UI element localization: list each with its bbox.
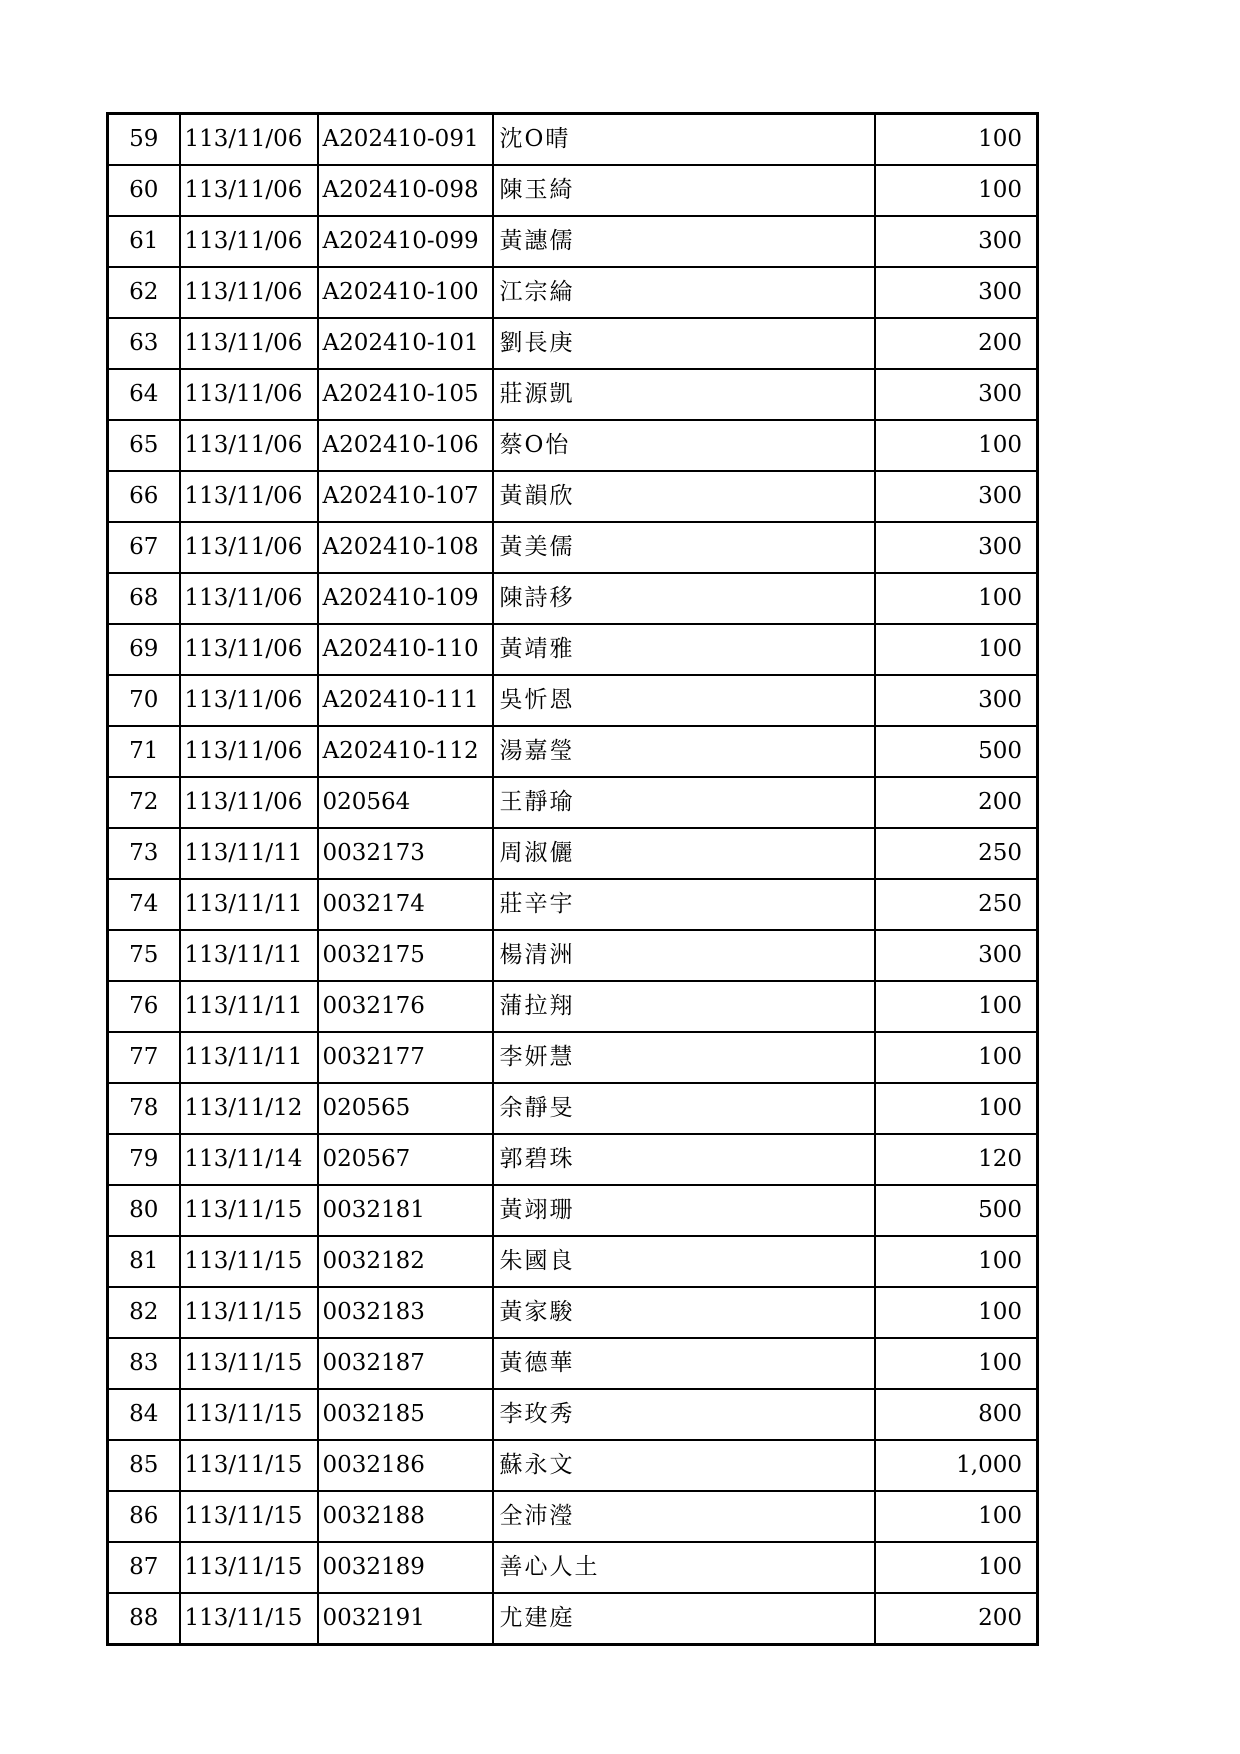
amount-cell: 100: [875, 1287, 1038, 1338]
table-row: [108, 1338, 1038, 1389]
receipt-number-cell: 0032181: [318, 1185, 493, 1236]
receipt-number-cell: 0032182: [318, 1236, 493, 1287]
row-number: 65: [108, 420, 180, 471]
date-cell: 113/11/06: [180, 675, 318, 726]
date-cell: 113/11/06: [180, 369, 318, 420]
date-cell: 113/11/15: [180, 1287, 318, 1338]
donor-name-cell: 陳詩移: [493, 573, 875, 624]
donor-name-cell: 黃譓儒: [493, 216, 875, 267]
table-row: [108, 726, 1038, 777]
receipt-number-cell: 0032186: [318, 1440, 493, 1491]
table-row: [108, 981, 1038, 1032]
donor-name-cell: 湯嘉瑩: [493, 726, 875, 777]
table-row: [108, 318, 1038, 369]
amount-cell: 300: [875, 675, 1038, 726]
date-cell: 113/11/15: [180, 1185, 318, 1236]
row-number: 73: [108, 828, 180, 879]
receipt-number-cell: 0032183: [318, 1287, 493, 1338]
table-row: [108, 1032, 1038, 1083]
date-cell: 113/11/15: [180, 1389, 318, 1440]
row-number: 79: [108, 1134, 180, 1185]
donor-name-cell: 王靜瑜: [493, 777, 875, 828]
date-cell: 113/11/11: [180, 828, 318, 879]
receipt-number-cell: A202410-107: [318, 471, 493, 522]
donor-name-cell: 莊辛宇: [493, 879, 875, 930]
donor-name-cell: 黃家駿: [493, 1287, 875, 1338]
amount-cell: 300: [875, 522, 1038, 573]
receipt-number-cell: A202410-101: [318, 318, 493, 369]
amount-cell: 200: [875, 1593, 1038, 1645]
date-cell: 113/11/11: [180, 981, 318, 1032]
row-number: 75: [108, 930, 180, 981]
row-number: 81: [108, 1236, 180, 1287]
table-row: [108, 522, 1038, 573]
date-cell: 113/11/06: [180, 165, 318, 216]
donor-name-cell: 楊清洲: [493, 930, 875, 981]
date-cell: 113/11/12: [180, 1083, 318, 1134]
amount-cell: 100: [875, 1032, 1038, 1083]
amount-cell: 250: [875, 879, 1038, 930]
table-row: [108, 930, 1038, 981]
date-cell: 113/11/06: [180, 777, 318, 828]
amount-cell: 200: [875, 777, 1038, 828]
table-row: [108, 267, 1038, 318]
row-number: 87: [108, 1542, 180, 1593]
receipt-number-cell: 0032176: [318, 981, 493, 1032]
date-cell: 113/11/15: [180, 1440, 318, 1491]
receipt-number-cell: 020567: [318, 1134, 493, 1185]
row-number: 74: [108, 879, 180, 930]
table-row: [108, 420, 1038, 471]
donor-name-cell: 江宗綸: [493, 267, 875, 318]
donor-name-cell: 沈O晴: [493, 114, 875, 166]
date-cell: 113/11/15: [180, 1593, 318, 1645]
donor-name-cell: 郭碧珠: [493, 1134, 875, 1185]
donor-name-cell: 尤建庭: [493, 1593, 875, 1645]
date-cell: 113/11/06: [180, 624, 318, 675]
receipt-number-cell: A202410-108: [318, 522, 493, 573]
date-cell: 113/11/11: [180, 879, 318, 930]
row-number: 69: [108, 624, 180, 675]
donor-name-cell: 李妍慧: [493, 1032, 875, 1083]
receipt-number-cell: A202410-100: [318, 267, 493, 318]
table-row: [108, 369, 1038, 420]
table-row: [108, 1389, 1038, 1440]
amount-cell: 100: [875, 1491, 1038, 1542]
row-number: 60: [108, 165, 180, 216]
table-row: [108, 828, 1038, 879]
amount-cell: 100: [875, 573, 1038, 624]
donor-name-cell: 黃翊珊: [493, 1185, 875, 1236]
table-row: [108, 1440, 1038, 1491]
date-cell: 113/11/06: [180, 420, 318, 471]
table-row: [108, 777, 1038, 828]
date-cell: 113/11/06: [180, 573, 318, 624]
amount-cell: 100: [875, 981, 1038, 1032]
amount-cell: 200: [875, 318, 1038, 369]
date-cell: 113/11/06: [180, 267, 318, 318]
table-row: [108, 879, 1038, 930]
row-number: 86: [108, 1491, 180, 1542]
amount-cell: 300: [875, 267, 1038, 318]
amount-cell: 800: [875, 1389, 1038, 1440]
donor-name-cell: 黃美儒: [493, 522, 875, 573]
row-number: 66: [108, 471, 180, 522]
date-cell: 113/11/14: [180, 1134, 318, 1185]
table-row: [108, 114, 1038, 166]
amount-cell: 120: [875, 1134, 1038, 1185]
donor-name-cell: 蘇永文: [493, 1440, 875, 1491]
receipt-number-cell: A202410-105: [318, 369, 493, 420]
date-cell: 113/11/11: [180, 930, 318, 981]
donor-name-cell: 吳忻恩: [493, 675, 875, 726]
receipt-number-cell: A202410-110: [318, 624, 493, 675]
row-number: 82: [108, 1287, 180, 1338]
donor-name-cell: 黃韻欣: [493, 471, 875, 522]
row-number: 70: [108, 675, 180, 726]
receipt-number-cell: 0032191: [318, 1593, 493, 1645]
date-cell: 113/11/11: [180, 1032, 318, 1083]
receipt-number-cell: A202410-091: [318, 114, 493, 166]
row-number: 85: [108, 1440, 180, 1491]
receipt-number-cell: 0032175: [318, 930, 493, 981]
donor-name-cell: 朱國良: [493, 1236, 875, 1287]
amount-cell: 100: [875, 165, 1038, 216]
donor-name-cell: 黃德華: [493, 1338, 875, 1389]
amount-cell: 100: [875, 420, 1038, 471]
donor-name-cell: 全沛瀅: [493, 1491, 875, 1542]
table-row: [108, 216, 1038, 267]
receipt-number-cell: 0032177: [318, 1032, 493, 1083]
table-row: [108, 1134, 1038, 1185]
amount-cell: 300: [875, 369, 1038, 420]
table-row: [108, 1236, 1038, 1287]
table-row: [108, 471, 1038, 522]
amount-cell: 100: [875, 1542, 1038, 1593]
table-row: [108, 1287, 1038, 1338]
donation-table: [106, 112, 1039, 1646]
amount-cell: 1,000: [875, 1440, 1038, 1491]
row-number: 63: [108, 318, 180, 369]
receipt-number-cell: A202410-111: [318, 675, 493, 726]
table-row: [108, 675, 1038, 726]
date-cell: 113/11/15: [180, 1236, 318, 1287]
donor-name-cell: 莊源凱: [493, 369, 875, 420]
row-number: 72: [108, 777, 180, 828]
receipt-number-cell: 0032188: [318, 1491, 493, 1542]
receipt-number-cell: 0032189: [318, 1542, 493, 1593]
row-number: 78: [108, 1083, 180, 1134]
receipt-number-cell: 0032185: [318, 1389, 493, 1440]
amount-cell: 250: [875, 828, 1038, 879]
table-row: [108, 1593, 1038, 1645]
row-number: 76: [108, 981, 180, 1032]
date-cell: 113/11/06: [180, 114, 318, 166]
receipt-number-cell: A202410-106: [318, 420, 493, 471]
row-number: 64: [108, 369, 180, 420]
table-row: [108, 624, 1038, 675]
donor-name-cell: 余靜旻: [493, 1083, 875, 1134]
amount-cell: 500: [875, 1185, 1038, 1236]
amount-cell: 300: [875, 216, 1038, 267]
date-cell: 113/11/15: [180, 1491, 318, 1542]
row-number: 80: [108, 1185, 180, 1236]
donor-name-cell: 劉長庚: [493, 318, 875, 369]
donor-name-cell: 周淑儷: [493, 828, 875, 879]
table-body: [108, 114, 1038, 1645]
receipt-number-cell: A202410-112: [318, 726, 493, 777]
donor-name-cell: 陳玉綺: [493, 165, 875, 216]
table-row: [108, 1542, 1038, 1593]
receipt-number-cell: 020564: [318, 777, 493, 828]
date-cell: 113/11/06: [180, 318, 318, 369]
table-row: [108, 573, 1038, 624]
date-cell: 113/11/15: [180, 1338, 318, 1389]
donor-name-cell: 李玫秀: [493, 1389, 875, 1440]
table-row: [108, 1083, 1038, 1134]
receipt-number-cell: 0032173: [318, 828, 493, 879]
row-number: 59: [108, 114, 180, 166]
amount-cell: 500: [875, 726, 1038, 777]
row-number: 71: [108, 726, 180, 777]
receipt-number-cell: A202410-099: [318, 216, 493, 267]
row-number: 83: [108, 1338, 180, 1389]
row-number: 88: [108, 1593, 180, 1645]
receipt-number-cell: A202410-098: [318, 165, 493, 216]
amount-cell: 100: [875, 1083, 1038, 1134]
donor-name-cell: 黃靖雅: [493, 624, 875, 675]
table-row: [108, 165, 1038, 216]
row-number: 67: [108, 522, 180, 573]
date-cell: 113/11/15: [180, 1542, 318, 1593]
table-row: [108, 1185, 1038, 1236]
donor-name-cell: 蔡O怡: [493, 420, 875, 471]
amount-cell: 300: [875, 471, 1038, 522]
amount-cell: 100: [875, 114, 1038, 166]
receipt-number-cell: A202410-109: [318, 573, 493, 624]
date-cell: 113/11/06: [180, 726, 318, 777]
table-row: [108, 1491, 1038, 1542]
donor-name-cell: 蒲拉翔: [493, 981, 875, 1032]
row-number: 84: [108, 1389, 180, 1440]
date-cell: 113/11/06: [180, 216, 318, 267]
receipt-number-cell: 020565: [318, 1083, 493, 1134]
row-number: 61: [108, 216, 180, 267]
donor-name-cell: 善心人土: [493, 1542, 875, 1593]
row-number: 62: [108, 267, 180, 318]
amount-cell: 100: [875, 1338, 1038, 1389]
amount-cell: 100: [875, 1236, 1038, 1287]
date-cell: 113/11/06: [180, 522, 318, 573]
row-number: 77: [108, 1032, 180, 1083]
amount-cell: 300: [875, 930, 1038, 981]
date-cell: 113/11/06: [180, 471, 318, 522]
row-number: 68: [108, 573, 180, 624]
receipt-number-cell: 0032174: [318, 879, 493, 930]
amount-cell: 100: [875, 624, 1038, 675]
receipt-number-cell: 0032187: [318, 1338, 493, 1389]
